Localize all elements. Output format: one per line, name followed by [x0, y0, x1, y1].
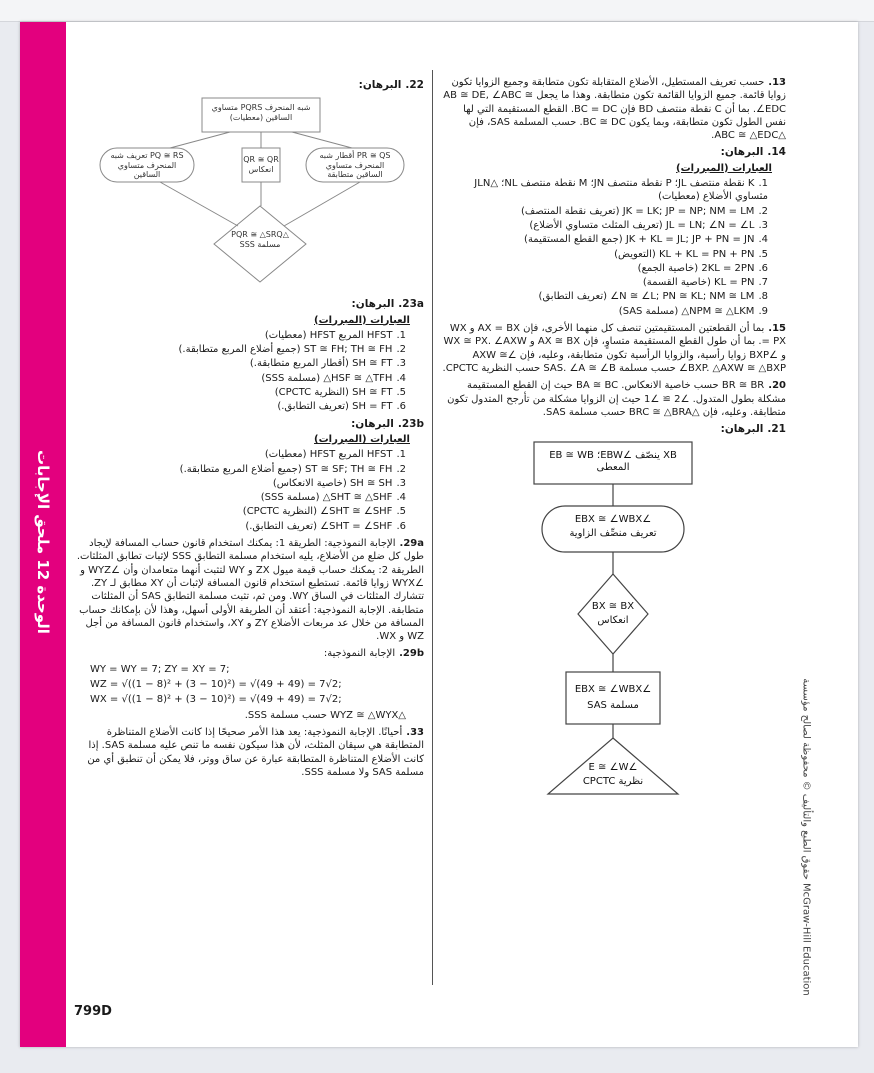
proof-row-statement: ∠SHT = ∠SHF: [320, 520, 393, 532]
flow21-box5-text: نظرية CPCTC: [582, 776, 644, 788]
proof-row: [70, 400, 424, 413]
flowchart-22: [70, 94, 424, 292]
proof-row-reason: (خاصية الانعكاس): [272, 477, 347, 489]
proof-row-reason: (تعريف التطابق): [538, 291, 608, 303]
proof-row-number: 4.: [758, 234, 768, 246]
answer-15-number: 15.: [768, 323, 786, 335]
proof-row: [440, 305, 786, 318]
proof-row-statement: HFST: [366, 449, 393, 461]
proof-row: [440, 290, 786, 303]
answer-23b-subheading: العبارات (المبررات): [314, 433, 410, 445]
proof-row-reason: (خاصية القسمة): [642, 277, 711, 289]
proof-row-statement: △SHT ≅ △SHF: [322, 492, 393, 504]
proof-row-number: 3.: [396, 358, 406, 370]
proof-row-statement: JK + KL = JL; JP + PN = JN: [625, 234, 755, 246]
answer-21: [440, 423, 786, 798]
column-divider: [432, 70, 433, 985]
flow21-box5-math: ∠E ≅ ∠W: [588, 762, 638, 774]
proof-row-reason: (جميع أضلاع المربع متطابقة.): [178, 344, 301, 356]
proof-row-number: 4.: [396, 372, 406, 384]
answer-14: [440, 146, 786, 318]
proof-row-number: 1.: [396, 449, 406, 461]
proof-row-statement: 2KL = 2PN: [701, 262, 755, 274]
proof-row-statement: KL = PN: [714, 277, 755, 289]
proof-row-statement: ∠SHT ≅ ∠SHF: [320, 506, 393, 518]
proof-row-number: 5.: [396, 506, 406, 518]
proof-row-reason: (التعويض): [614, 248, 656, 260]
answer-22: [70, 79, 424, 292]
proof-row-reason: (النظرية CPCTC): [274, 387, 349, 399]
proof-row-reason: (أقطار المربع متطابقة.): [249, 358, 349, 370]
proof-row-number: 1.: [396, 329, 406, 341]
proof-row-reason: (خاصية الجمع): [637, 262, 699, 274]
answer-21-number: 21.: [767, 423, 786, 436]
answer-14-subheading: العبارات (المبررات): [676, 162, 772, 174]
answer-20-number: 20.: [768, 380, 786, 392]
proof-row: [440, 248, 786, 261]
answer-29a: [70, 537, 424, 643]
proof-row-statement: △NPM ≅ △LKM: [681, 305, 755, 317]
answer-15: [440, 322, 786, 375]
proof-row-number: 5.: [396, 387, 406, 399]
flowchart-22-lines: [70, 94, 424, 292]
proof-row-reason: K نقطة منتصف JL؛ P نقطة منتصف JN؛ M نقطة منتصف NL؛ △JLN مثساوي الأضلاع (معطيات): [474, 178, 768, 203]
proof-row: [70, 520, 424, 533]
proof-row: [70, 463, 424, 476]
copyright-credit: حقوق الطبع والتأليف © محفوظة لصالح مؤسسة McGraw-Hill Education: [800, 678, 812, 996]
answer-29b-number: 29b.: [399, 648, 424, 660]
answer-23a-subheading: العبارات (المبررات): [314, 314, 410, 326]
proof-row: [440, 205, 786, 218]
proof-row-number: 9.: [758, 305, 768, 317]
left-column: [70, 76, 424, 783]
proof-row-reason: (تعريف نقطة المنتصف): [521, 205, 620, 217]
chapter-side-bar: [20, 22, 66, 1047]
flow22-box-bottom: △PQR ≅ △SRQ مسلمة SSS: [231, 230, 289, 249]
proof-row-reason: المربع HFST (معطيات): [264, 329, 364, 341]
proof-row-reason: (جمع القطع المستقيمة): [524, 234, 623, 246]
proof-row-reason: (جميع أضلاع المربع متطابقة.): [179, 463, 302, 475]
proof-row-reason: (النظرية CPCTC): [242, 506, 317, 518]
answer-15-text: بما أن القطعتين المستقيمتين تنصف كل منهما الأخرى، فإن AX = BX و WX = PX. بما أن طول القطع المستقيمة متساوٍ، فإن AX ≅ BX و WX ≅ PX. ∠AXW و ∠BXP زوايا رأسية، والزوايا الرأسية تكون متطابقة، وعليه، فإن ∠AXW ≅ ∠BXP. △AXW ≅ △BXP حسب مسلمة SAS. ∠A ≅ ∠B حسب النظرية CPCTC.: [442, 323, 786, 374]
proof-row: [70, 477, 424, 490]
answer-20-text: BR ≅ BR حسب خاصية الانعكاس. BA ≅ BC حيث إن القطع المستقيمة مشكلة بطول المتدول. ∠2 ≅ ∠1 حيث إن الزوايا مشكلة من تأرجح المتدول تكون متطابقة. وعليه، فإن △BRC ≅ △BRA حسب مسلمة SAS.: [447, 380, 786, 418]
answer-29b-line3: WX = √((1 − 8)² + (3 − 10)²) = √(49 + 49) = 7√2;: [90, 694, 342, 706]
proof-row-number: 4.: [396, 492, 406, 504]
proof-row-statement: ST ≅ FH; TH ≅ FH: [303, 344, 393, 356]
proof-row-number: 8.: [758, 291, 768, 303]
answer-14-number: 14.: [767, 146, 786, 159]
answer-29b-line2: WZ = √((1 − 8)² + (3 − 10)²) = √(49 + 49) = 7√2;: [90, 679, 342, 691]
answer-20: [440, 379, 786, 419]
answer-23a-rows: [70, 329, 424, 414]
proof-row: [70, 448, 424, 461]
answer-23b-heading: البرهان:: [351, 417, 394, 430]
flow22-box-left: PQ ≅ RS تعريف شبه المنحرف متساوي الساقين: [110, 151, 184, 180]
proof-row: [70, 386, 424, 399]
proof-row-number: 6.: [758, 262, 768, 274]
proof-row-statement: △HSF ≅ △TFH: [323, 372, 393, 384]
answer-33-text: أحيانًا. الإجابة النموذجية: يعد هذا الأمر صحيحًا إذا كانت الأضلاع المتناظرة المتطابقة هي سيقان المثلث، لأن هذا سيكون نفسه ما تنص عليه مسلمة SAS. إذا كانت الأضلاع المتناظرة المتطابقة عبارة عن ساق ووتر، فلا يمكن أن تنطبق أي من مسلمة SAS ولا مسلمة SSS.: [87, 726, 424, 778]
proof-row-number: 5.: [758, 248, 768, 260]
proof-row: [440, 233, 786, 246]
proof-row-statement: JL = LN; ∠N = ∠L: [665, 219, 755, 231]
proof-row: [440, 262, 786, 275]
flow22-box-right: PR ≅ QS أقطار شبه المنحرف متساوي الساقين متطابقة: [319, 151, 391, 180]
proof-row-statement: SH ≅ FT: [352, 387, 393, 399]
proof-row: [440, 177, 786, 204]
proof-row-number: 3.: [396, 477, 406, 489]
answer-13-number: 13.: [768, 77, 786, 88]
proof-row-statement: JK = LK; JP = NP; NM = LM: [622, 205, 755, 217]
answer-14-rows: [440, 177, 786, 318]
proof-row: [70, 372, 424, 385]
proof-row-number: 2.: [396, 463, 406, 475]
page-number: 799D: [74, 1004, 112, 1019]
answer-33-number: 33.: [406, 726, 424, 738]
proof-row-number: 6.: [396, 401, 406, 413]
answer-23b: [70, 418, 424, 533]
flow21-box1: XB ينصّف ∠EBW؛ EB ≅ WB المعطى: [549, 450, 677, 474]
proof-row-reason: (تعريف التطابق.): [245, 520, 317, 532]
proof-row-statement: SH ≅ SH: [349, 477, 393, 489]
answer-23a-number: 23a.: [398, 298, 424, 311]
proof-row-reason: (تعريف المثلث متساوي الأضلاع): [529, 219, 663, 231]
proof-row: [440, 276, 786, 289]
proof-row-statement: KL + KL = PN + PN: [658, 248, 755, 260]
answer-13: [440, 76, 786, 142]
viewer-top-bar: [0, 0, 874, 22]
flow21-box4-math: ∠EBX ≅ ∠WBX: [574, 684, 652, 696]
proof-row-reason: (مسلمة SSS): [260, 492, 320, 504]
flow21-box2-text: تعريف منصِّف الزاوية: [569, 528, 657, 540]
proof-row: [70, 343, 424, 356]
answer-29a-number: 29a.: [399, 538, 424, 550]
side-label: الوحدة 12 ملحق الإجابات: [34, 450, 52, 634]
flow22-box-top: شبه المنحرف PQRS متساوي الساقين (معطيات): [211, 103, 311, 122]
flow22-box-mid: QR ≅ QR انعكاس: [243, 155, 279, 174]
answer-13-text: حسب تعريف المستطيل، الأضلاع المتقابلة تكون متطابقة وجميع الزوايا تكون زوايا قائمة. جميع الزوايا القائمة تكون متطابقة. وهذا ما يجعل AB ≅ DE, ∠ABC ≅ ∠EDC. بما أن C نقطة منتصف BD فإن BC = DC. القطع المستقيمة التي لها نفس الطول تكون متطابقة، وبما يكون BC ≅ DC. حسب المسلمة SAS، فإن △ABC ≅ △EDC.: [443, 77, 786, 142]
proof-row-reason: (مسلمة SSS): [261, 372, 321, 384]
proof-row-number: 1.: [758, 178, 768, 190]
proof-row-number: 7.: [758, 277, 768, 289]
proof-row-number: 2.: [758, 205, 768, 217]
answer-14-heading: البرهان:: [720, 146, 764, 159]
proof-row-number: 6.: [396, 520, 406, 532]
proof-row-number: 3.: [758, 219, 768, 231]
flow21-box2-math: ∠EBX ≅ ∠WBX: [574, 514, 652, 526]
proof-row-number: 2.: [396, 344, 406, 356]
proof-row: [70, 329, 424, 342]
proof-row-statement: ∠N ≅ ∠L; PN ≅ KL; NM ≅ LM: [610, 291, 755, 303]
proof-row-reason: (مسلمة SAS): [618, 305, 679, 317]
proof-row-reason: (تعريف التطابق.): [277, 401, 349, 413]
right-column: [440, 76, 786, 804]
proof-row: [70, 491, 424, 504]
answer-21-heading: البرهان:: [720, 423, 764, 436]
proof-row-reason: المربع HFST (معطيات): [264, 449, 364, 461]
proof-row-statement: ST ≅ SF; TH ≅ FH: [304, 463, 393, 475]
flow21-box4-text: مسلمة SAS: [587, 700, 639, 712]
flowchart-21: [440, 438, 786, 798]
answer-29b-intro: الإجابة النموذجية:: [323, 648, 396, 660]
answer-29b-line1: WY = WY = 7; ZY = XY = 7;: [90, 663, 230, 675]
answer-23a: [70, 298, 424, 413]
document-page: [20, 22, 858, 1047]
answer-29b: [70, 647, 424, 721]
proof-row-statement: HFST: [366, 329, 393, 341]
proof-row-statement: SH = FT: [352, 401, 393, 413]
answer-22-number: 22.: [405, 79, 424, 91]
answer-33: [70, 726, 424, 779]
proof-row-statement: SH ≅ FT: [352, 358, 393, 370]
answer-29a-text: الإجابة النموذجية: الطريقة 1: يمكنك استخدام قانون حساب المسافة لإيجاد طول كل ضلع من الأضلاع، يليه استخدام مسلمة التطابق SSS لإثبات تطابق المثلثات. الطريقة 2: يمكنك حساب قيمة ميول ZX و WY لتثبت أنهما متعامدان وأن ∠WYZ و ∠WYX زوايا قائمة. تستطيع استخدام قانون المسافة لإثبات أن XY مطابق لـ ZY. تتشارك المثلثات في الساق WY. ومن ثم، تثبت مسلمة التطابق SAS أن المثلثات متطابقة. الإجابة النموذجية: أعتقد أن الطريقة الأولى أسهل، وهذا لأن بإمكانك حساب المسافة من خلال عد مربعات الأضلاع ZY و XY، واستخدام قانون المسافة من أجل WZ و WX.: [76, 538, 424, 643]
answer-23b-rows: [70, 448, 424, 533]
answer-23b-number: 23b.: [397, 417, 424, 430]
proof-row: [70, 357, 424, 370]
flow21-box3-text: انعكاس: [597, 615, 629, 627]
answer-23a-heading: البرهان:: [351, 298, 395, 311]
proof-row: [70, 505, 424, 518]
answer-22-heading: البرهان:: [358, 79, 402, 91]
proof-row: [440, 219, 786, 232]
answer-29b-line4: △WYZ ≅ △WYX حسب مسلمة SSS.: [244, 709, 406, 721]
flow21-box3-math: BX ≅ BX: [591, 601, 635, 613]
